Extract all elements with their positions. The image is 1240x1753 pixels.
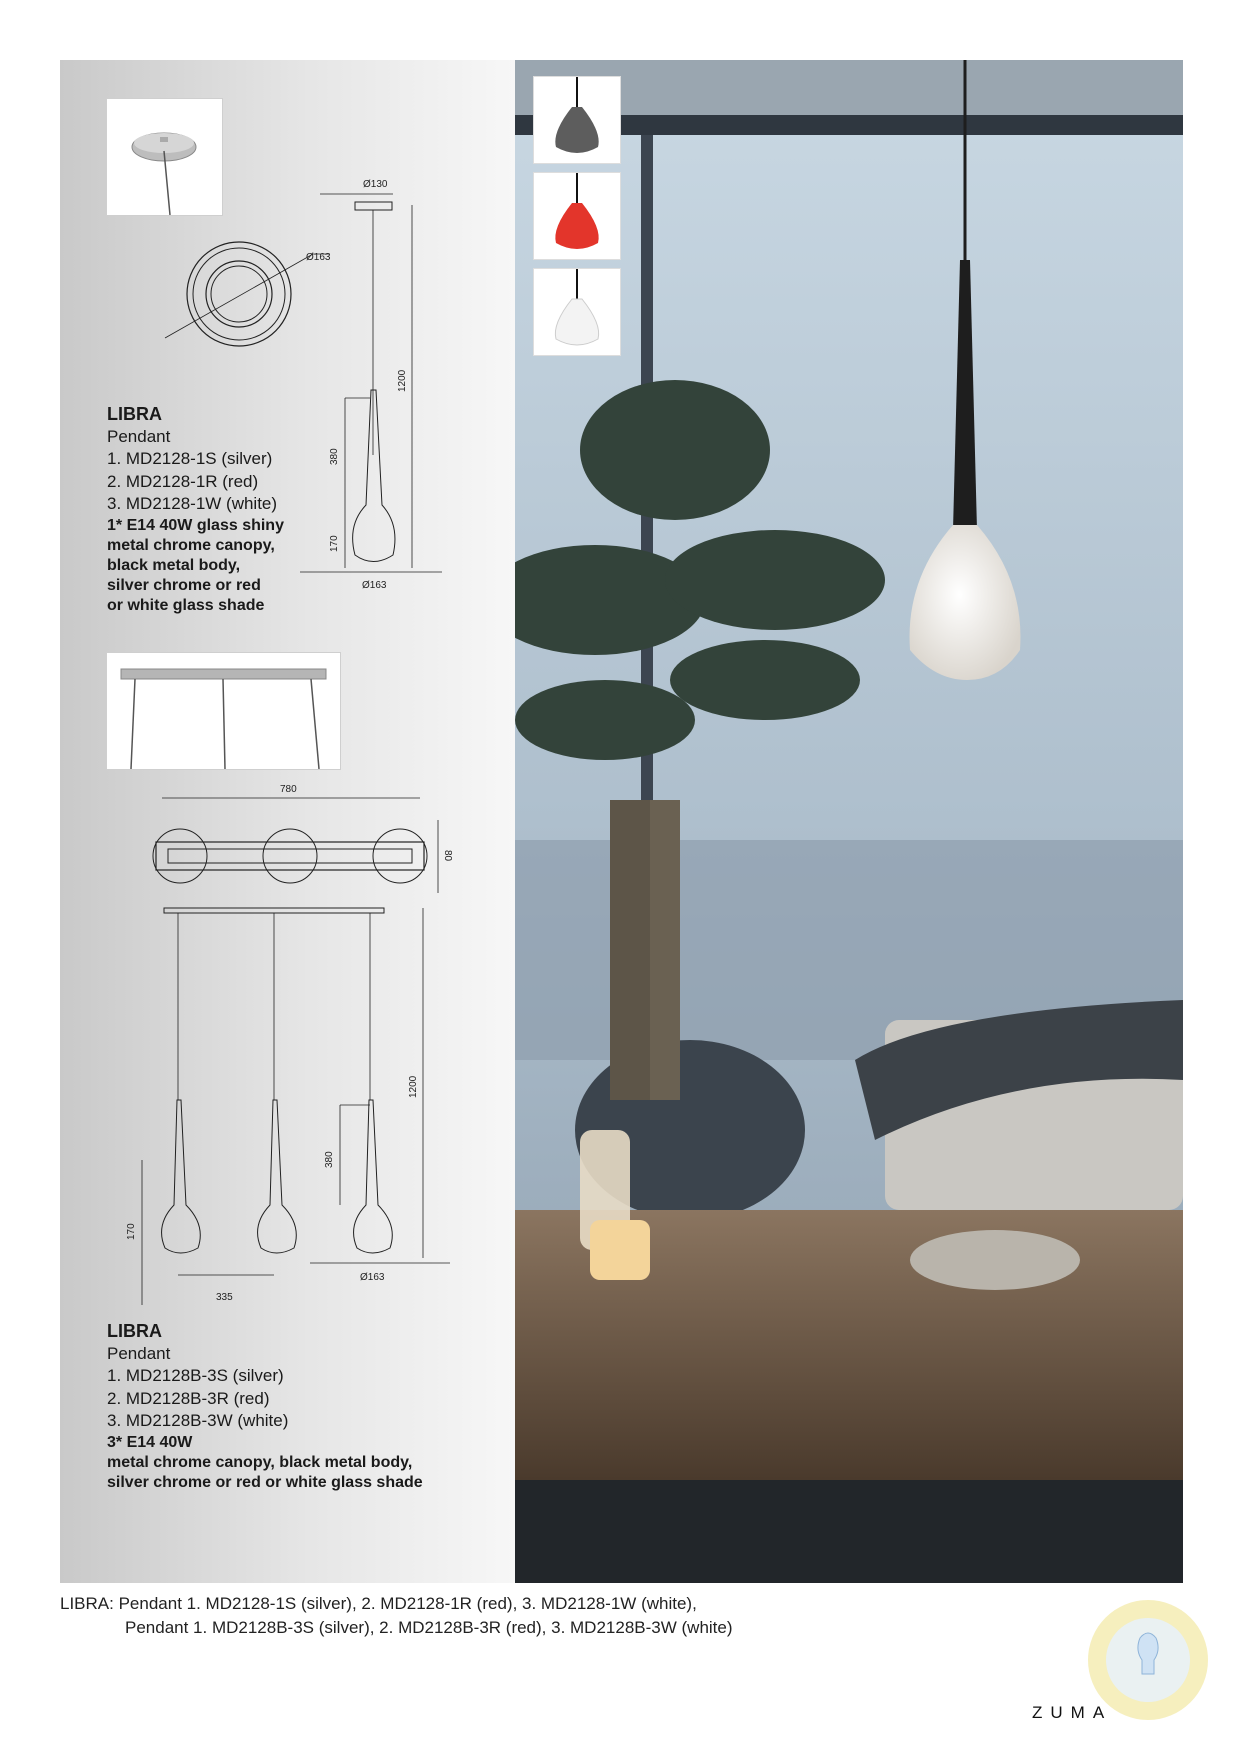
product2-model-3: 3. MD2128B-3W (white) xyxy=(107,1411,289,1430)
dim-body: 380 xyxy=(329,448,340,465)
triple-pendant-drawing xyxy=(120,780,460,1320)
product1-title: LIBRA xyxy=(107,404,162,424)
swatch-white xyxy=(533,268,621,356)
product2-spec-3: silver chrome or red or white glass shade xyxy=(107,1473,423,1491)
product1-model-3: 3. MD2128-1W (white) xyxy=(107,494,278,513)
product1-model-1: 1. MD2128-1S (silver) xyxy=(107,449,273,468)
caption-line-1: LIBRA: Pendant 1. MD2128-1S (silver), 2. MD2128-1R (red), 3. MD2128-1W (white), xyxy=(60,1594,697,1613)
product1-spec-5: or white glass shade xyxy=(107,596,265,614)
product-thumbnail-triple xyxy=(106,652,341,770)
dim-shade-height: 170 xyxy=(329,535,340,552)
dim-top-circle: Ø163 xyxy=(306,252,331,263)
triple-pendant-canopy-image xyxy=(107,653,340,769)
dim-shade-height-2: 170 xyxy=(126,1223,137,1240)
dim-canopy: Ø130 xyxy=(363,179,388,190)
product2-model-2: 2. MD2128B-3R (red) xyxy=(107,1388,270,1408)
product2-title: LIBRA xyxy=(107,1321,162,1341)
product1-spec-2: metal chrome canopy, xyxy=(107,536,275,554)
dim-spacing: 335 xyxy=(216,1292,233,1303)
dim-height-2: 1200 xyxy=(408,1075,419,1098)
product1-spec-3: black metal body, xyxy=(107,556,241,574)
product2-model-1: 1. MD2128B-3S (silver) xyxy=(107,1366,284,1385)
dim-length: 780 xyxy=(280,784,297,795)
dim-width: 80 xyxy=(442,850,453,862)
swatch-silver xyxy=(533,76,621,164)
dim-shade-diameter: Ø163 xyxy=(362,580,387,590)
product2-spec xyxy=(107,1320,423,1493)
product2-spec-2: metal chrome canopy, black metal body, xyxy=(107,1453,413,1471)
product1-spec-4: silver chrome or red xyxy=(107,576,261,594)
product1-spec xyxy=(107,403,284,616)
dim-body-2: 380 xyxy=(324,1151,335,1168)
product2-spec-1: 3* E14 40W xyxy=(107,1433,193,1451)
caption-line-2: Pendant 1. MD2128B-3S (silver), 2. MD2128B-3R (red), 3. MD2128B-3W (white) xyxy=(125,1618,733,1637)
product1-model-2: 2. MD2128-1R (red) xyxy=(107,471,259,491)
swatch-red xyxy=(533,172,621,260)
product1-type: Pendant xyxy=(107,426,171,446)
product2-type: Pendant xyxy=(107,1343,171,1363)
dim-height: 1200 xyxy=(397,369,408,392)
product1-spec-1: 1* E14 40W glass shiny xyxy=(107,516,284,534)
caption xyxy=(60,1592,733,1640)
dim-shade-diameter-2: Ø163 xyxy=(360,1272,385,1283)
brand-logo: ZUMA xyxy=(1032,1703,1113,1722)
